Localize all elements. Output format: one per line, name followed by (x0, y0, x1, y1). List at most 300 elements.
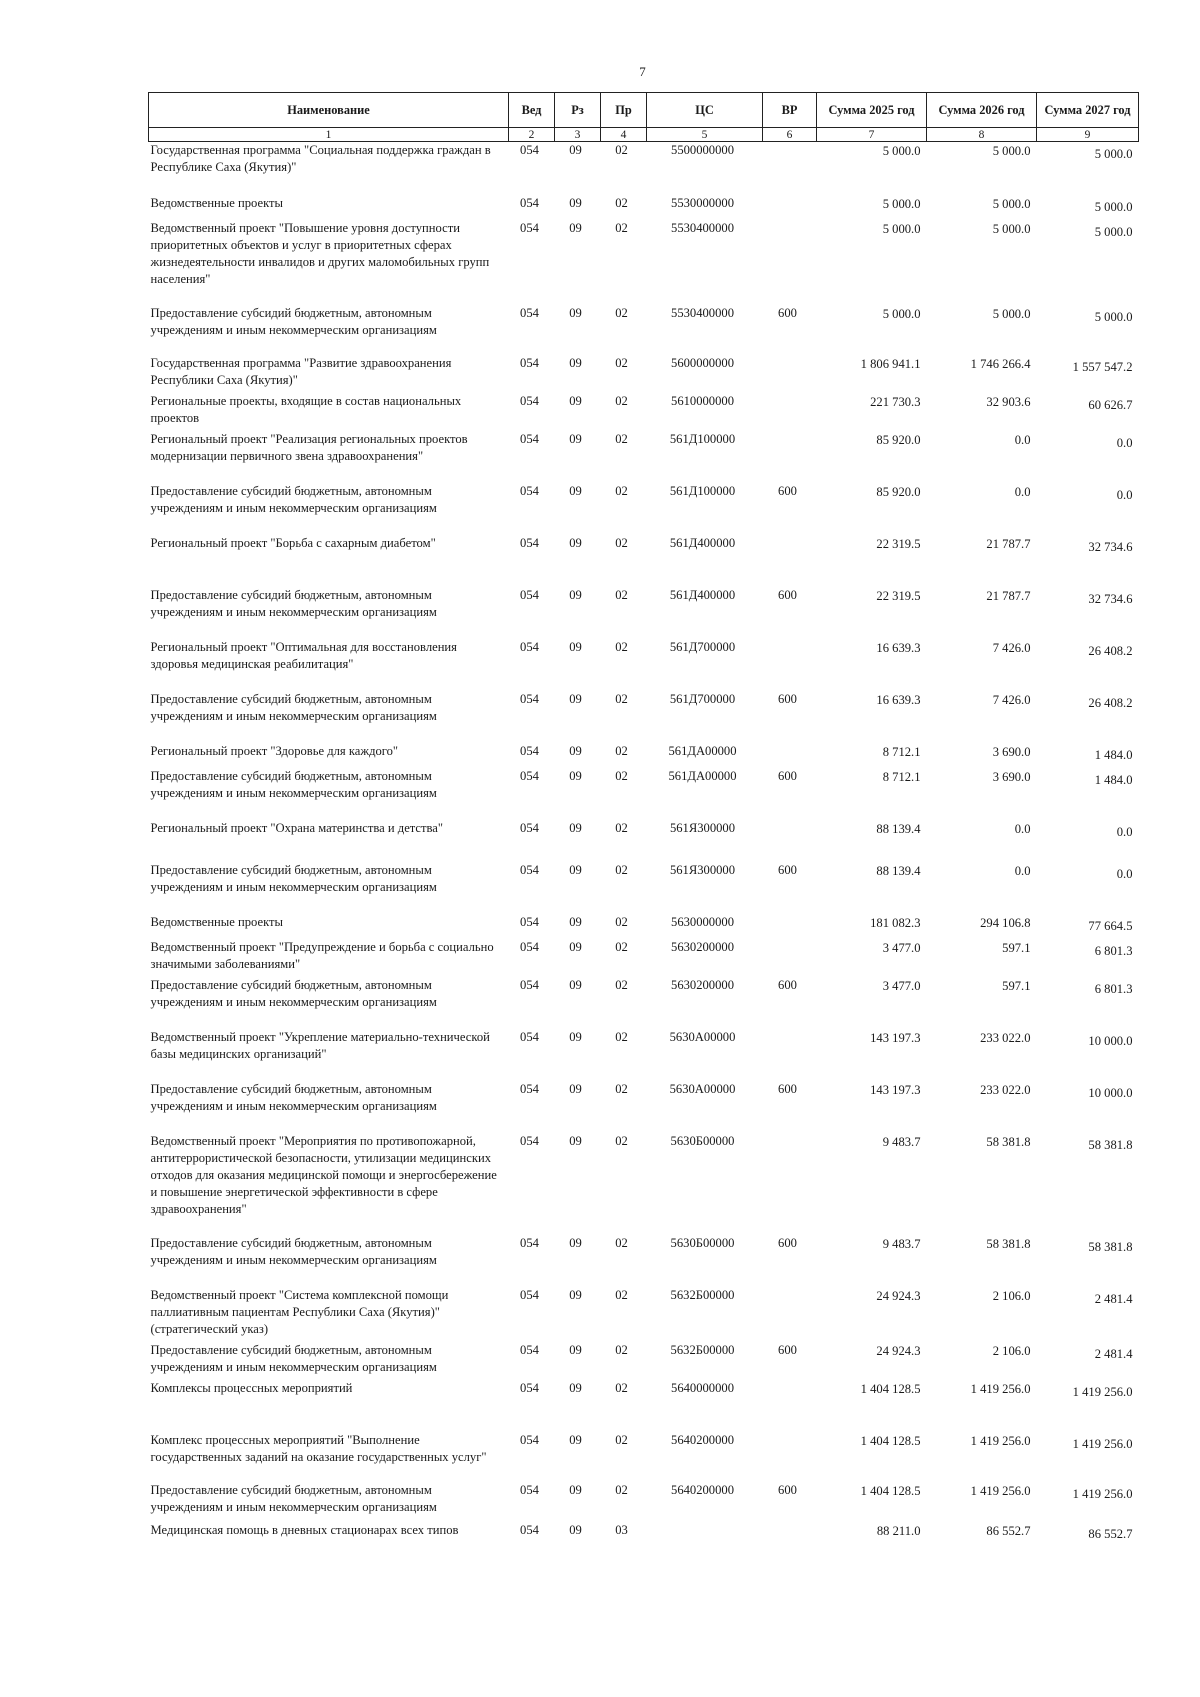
row-sum-2027: 2 481.4 (1094, 1346, 1133, 1361)
row-vr (763, 1432, 817, 1482)
row-sum-2027: 1 419 256.0 (1072, 1384, 1133, 1399)
row-sum-2026: 0.0 (1014, 484, 1031, 499)
row-pr: 02 (615, 939, 628, 954)
row-sum-2027: 1 484.0 (1094, 772, 1133, 787)
row-sum-2026: 0.0 (1014, 863, 1031, 878)
row-rz: 09 (569, 820, 582, 835)
row-pr: 02 (615, 977, 628, 992)
column-number: 3 (555, 128, 601, 142)
header-sum-2027: Сумма 2027 год (1037, 93, 1139, 128)
row-sum-2025: 22 319.5 (876, 536, 921, 551)
row-name: Предоставление субсидий бюджетным, автономным учреждениям и иным некоммерческим организациям (150, 305, 437, 337)
row-pr: 02 (615, 1235, 628, 1250)
row-rz: 09 (569, 431, 582, 446)
row-sum-2025: 9 483.7 (882, 1134, 921, 1149)
column-number: 1 (149, 128, 509, 142)
row-cs: 5630200000 (671, 939, 734, 954)
row-cs: 5500000000 (671, 143, 734, 157)
row-rz: 09 (569, 143, 582, 157)
row-rz: 09 (569, 1287, 582, 1302)
row-sum-2026: 5 000.0 (992, 221, 1031, 236)
row-rz: 09 (569, 1380, 582, 1395)
row-ved: 054 (520, 355, 539, 370)
row-ved: 054 (520, 1432, 539, 1447)
row-sum-2026: 1 419 256.0 (970, 1483, 1031, 1498)
row-cs: 5630Б00000 (670, 1133, 735, 1148)
row-pr: 02 (615, 743, 628, 758)
row-ved: 054 (520, 691, 539, 706)
row-sum-2027: 32 734.6 (1088, 591, 1133, 606)
row-sum-2026: 0.0 (1014, 432, 1031, 447)
header-sum-2025: Сумма 2025 год (817, 93, 927, 128)
row-vr: 600 (778, 862, 797, 877)
row-cs: 561Я300000 (669, 862, 736, 877)
table-row (149, 1380, 1139, 1432)
row-cs: 5632Б00000 (670, 1342, 735, 1357)
row-sum-2026: 58 381.8 (986, 1236, 1031, 1251)
row-cs: 561ДА00000 (668, 768, 737, 783)
row-cs: 5530400000 (671, 305, 734, 320)
header-ved: Вед (509, 93, 555, 128)
row-cs: 561Д400000 (669, 587, 736, 602)
table-row (149, 1235, 1139, 1287)
row-pr: 02 (615, 1380, 628, 1395)
column-number: 5 (647, 128, 763, 142)
row-cs: 5610000000 (671, 393, 734, 408)
row-sum-2025: 181 082.3 (870, 915, 921, 930)
row-sum-2025: 24 924.3 (876, 1343, 921, 1358)
table-row (149, 587, 1139, 639)
row-sum-2025: 3 477.0 (882, 978, 921, 993)
row-vr (763, 639, 817, 691)
table-row (149, 768, 1139, 820)
row-sum-2027: 10 000.0 (1088, 1085, 1133, 1100)
row-name: Предоставление субсидий бюджетным, автономным учреждениям и иным некоммерческим организациям (150, 691, 437, 723)
row-ved: 054 (520, 143, 539, 157)
row-cs: 561Я300000 (669, 820, 736, 835)
table-row (149, 1029, 1139, 1081)
row-pr: 02 (615, 1287, 628, 1302)
row-ved: 054 (520, 1029, 539, 1044)
row-sum-2026: 233 022.0 (980, 1082, 1031, 1097)
table-row (149, 431, 1139, 483)
row-sum-2026: 21 787.7 (986, 588, 1031, 603)
column-number: 7 (817, 128, 927, 142)
table-row (149, 1482, 1139, 1522)
row-rz: 09 (569, 1342, 582, 1357)
row-pr: 02 (615, 431, 628, 446)
table-row (149, 535, 1139, 587)
row-sum-2027: 58 381.8 (1088, 1239, 1133, 1254)
table-row (149, 1081, 1139, 1133)
row-sum-2027: 5 000.0 (1094, 224, 1133, 239)
table-row (149, 1432, 1139, 1482)
table-row (149, 1287, 1139, 1342)
row-sum-2025: 5 000.0 (882, 221, 921, 236)
row-pr: 03 (615, 1522, 628, 1537)
row-name: Предоставление субсидий бюджетным, автономным учреждениям и иным некоммерческим организациям (150, 587, 437, 619)
row-name: Региональный проект "Здоровье для каждого" (150, 743, 399, 758)
row-sum-2026: 2 106.0 (992, 1343, 1031, 1358)
row-rz: 09 (569, 1522, 582, 1537)
row-name: Предоставление субсидий бюджетным, автономным учреждениям и иным некоммерческим организациям (150, 483, 437, 515)
row-sum-2025: 1 404 128.5 (860, 1433, 921, 1448)
header-vr: ВР (763, 93, 817, 128)
row-vr (763, 195, 817, 220)
row-cs: 5630А00000 (669, 1081, 736, 1096)
row-sum-2026: 233 022.0 (980, 1030, 1031, 1045)
row-vr (763, 1522, 817, 1547)
row-cs: 5630А00000 (669, 1029, 736, 1044)
row-sum-2027: 32 734.6 (1088, 539, 1133, 554)
row-rz: 09 (569, 639, 582, 654)
row-name: Предоставление субсидий бюджетным, автономным учреждениям и иным некоммерческим организациям (150, 1342, 437, 1374)
row-cs: 5600000000 (671, 355, 734, 370)
table-row (149, 743, 1139, 768)
row-sum-2027: 0.0 (1116, 866, 1133, 881)
row-sum-2026: 597.1 (1002, 940, 1031, 955)
row-pr: 02 (615, 220, 628, 235)
row-pr: 02 (615, 1342, 628, 1357)
row-sum-2025: 88 139.4 (876, 863, 921, 878)
table-row (149, 862, 1139, 914)
row-pr: 02 (615, 1081, 628, 1096)
header-sum-2026: Сумма 2026 год (927, 93, 1037, 128)
column-number-row (149, 128, 1139, 142)
row-sum-2027: 58 381.8 (1088, 1137, 1133, 1152)
row-pr: 02 (615, 587, 628, 602)
row-sum-2026: 5 000.0 (992, 306, 1031, 321)
row-ved: 054 (520, 1342, 539, 1357)
table-row (149, 142, 1139, 195)
row-sum-2026: 0.0 (1014, 821, 1031, 836)
row-sum-2025: 8 712.1 (882, 769, 921, 784)
row-pr: 02 (615, 1133, 628, 1148)
row-name: Комплекс процессных мероприятий "Выполнение государственных заданий на оказание государственных услуг" (150, 1432, 487, 1464)
table-row (149, 195, 1139, 220)
row-ved: 054 (520, 1380, 539, 1395)
row-pr: 02 (615, 195, 628, 210)
row-vr (763, 1029, 817, 1081)
table-row (149, 393, 1139, 431)
row-rz: 09 (569, 1235, 582, 1250)
row-cs: 5530400000 (671, 220, 734, 235)
row-name: Предоставление субсидий бюджетным, автономным учреждениям и иным некоммерческим организациям (150, 1482, 437, 1514)
row-rz: 09 (569, 535, 582, 550)
row-sum-2027: 1 484.0 (1094, 747, 1133, 762)
row-ved: 054 (520, 977, 539, 992)
row-sum-2025: 85 920.0 (876, 432, 921, 447)
row-vr: 600 (778, 587, 797, 602)
row-ved: 054 (520, 743, 539, 758)
row-ved: 054 (520, 1133, 539, 1148)
row-sum-2027: 10 000.0 (1088, 1033, 1133, 1048)
row-sum-2025: 3 477.0 (882, 940, 921, 955)
page-number: 7 (639, 64, 646, 79)
row-vr: 600 (778, 691, 797, 706)
header-pr: Пр (601, 93, 647, 128)
row-vr: 600 (778, 1482, 797, 1497)
row-ved: 054 (520, 587, 539, 602)
row-ved: 054 (520, 1081, 539, 1096)
row-name: Ведомственный проект "Система комплексной помощи паллиативным пациентам Республики Саха (Якутия)" (стратегический указ) (150, 1287, 449, 1336)
row-cs: 5630000000 (671, 914, 734, 929)
row-rz: 09 (569, 862, 582, 877)
row-name: Ведомственный проект "Укрепление материально-технической базы медицинских организаций" (150, 1029, 490, 1061)
row-rz: 09 (569, 587, 582, 602)
row-sum-2025: 143 197.3 (870, 1082, 921, 1097)
table-row (149, 691, 1139, 743)
row-rz: 09 (569, 1133, 582, 1148)
row-vr (763, 355, 817, 393)
header-name: Наименование (149, 93, 509, 128)
row-pr: 02 (615, 639, 628, 654)
row-vr: 600 (778, 768, 797, 783)
row-ved: 054 (520, 483, 539, 498)
row-name: Предоставление субсидий бюджетным, автономным учреждениям и иным некоммерческим организациям (150, 768, 437, 800)
row-vr (763, 939, 817, 977)
row-sum-2025: 221 730.3 (870, 394, 921, 409)
row-vr (763, 743, 817, 768)
row-sum-2025: 1 806 941.1 (860, 356, 921, 371)
row-sum-2027: 5 000.0 (1094, 199, 1133, 214)
row-sum-2026: 3 690.0 (992, 744, 1031, 759)
row-rz: 09 (569, 743, 582, 758)
row-name: Ведомственный проект "Повышение уровня доступности приоритетных объектов и услуг в приоритетных сферах жизнедеятельности инвалидов и других маломобильных групп населения" (150, 220, 490, 286)
row-name: Предоставление субсидий бюджетным, автономным учреждениям и иным некоммерческим организациям (150, 862, 437, 894)
row-sum-2027: 0.0 (1116, 435, 1133, 450)
row-name: Региональный проект "Охрана материнства и детства" (150, 820, 444, 835)
row-sum-2027: 1 419 256.0 (1072, 1486, 1133, 1501)
row-vr: 600 (778, 1081, 797, 1096)
row-ved: 054 (520, 393, 539, 408)
row-pr: 02 (615, 1029, 628, 1044)
row-pr: 02 (615, 1482, 628, 1497)
row-name: Государственная программа "Социальная поддержка граждан в Республике Саха (Якутия)" (150, 143, 491, 174)
row-vr (763, 142, 817, 195)
row-rz: 09 (569, 914, 582, 929)
row-name: Ведомственный проект "Мероприятия по противопожарной, антитеррористической безопасности, утилизации медицинских отходов для оказания медицинской помощи и энергосбережение и повышение энергетической эффективности в сфере здравоохранения" (150, 1133, 497, 1216)
row-sum-2025: 1 404 128.5 (860, 1381, 921, 1396)
row-pr: 02 (615, 535, 628, 550)
row-pr: 02 (615, 393, 628, 408)
row-sum-2025: 1 404 128.5 (860, 1483, 921, 1498)
row-sum-2025: 5 000.0 (882, 144, 921, 158)
row-sum-2025: 143 197.3 (870, 1030, 921, 1045)
row-sum-2026: 58 381.8 (986, 1134, 1031, 1149)
row-name: Предоставление субсидий бюджетным, автономным учреждениям и иным некоммерческим организациям (150, 977, 437, 1009)
row-sum-2027: 1 557 547.2 (1072, 359, 1133, 374)
row-ved: 054 (520, 1482, 539, 1497)
row-cs: 5640000000 (671, 1380, 734, 1395)
row-rz: 09 (569, 483, 582, 498)
row-sum-2027: 6 801.3 (1094, 981, 1133, 996)
row-sum-2027: 0.0 (1116, 487, 1133, 502)
row-rz: 09 (569, 355, 582, 370)
row-sum-2026: 597.1 (1002, 978, 1031, 993)
row-sum-2026: 5 000.0 (992, 144, 1031, 158)
row-sum-2026: 1 746 266.4 (970, 356, 1031, 371)
row-ved: 054 (520, 914, 539, 929)
row-sum-2026: 5 000.0 (992, 196, 1031, 211)
budget-table (148, 92, 1139, 1547)
row-ved: 054 (520, 1235, 539, 1250)
row-ved: 054 (520, 305, 539, 320)
table-row (149, 1522, 1139, 1547)
row-name: Ведомственные проекты (150, 914, 283, 929)
row-ved: 054 (520, 431, 539, 446)
table-row (149, 939, 1139, 977)
row-vr: 600 (778, 1342, 797, 1357)
row-name: Предоставление субсидий бюджетным, автономным учреждениям и иным некоммерческим организациям (150, 1081, 437, 1113)
table-row (149, 305, 1139, 355)
row-pr: 02 (615, 768, 628, 783)
row-sum-2027: 0.0 (1116, 824, 1133, 839)
table-row (149, 220, 1139, 305)
row-pr: 02 (615, 862, 628, 877)
row-sum-2027: 2 481.4 (1094, 1291, 1133, 1306)
row-sum-2025: 22 319.5 (876, 588, 921, 603)
column-number: 6 (763, 128, 817, 142)
row-cs: 5632Б00000 (670, 1287, 735, 1302)
row-sum-2025: 16 639.3 (876, 692, 921, 707)
row-rz: 09 (569, 220, 582, 235)
row-sum-2026: 1 419 256.0 (970, 1433, 1031, 1448)
row-vr (763, 1133, 817, 1235)
row-sum-2027: 26 408.2 (1088, 643, 1133, 658)
row-vr: 600 (778, 483, 797, 498)
row-cs: 5530000000 (671, 195, 734, 210)
row-name: Региональный проект "Оптимальная для восстановления здоровья медицинская реабилитация" (150, 639, 457, 671)
row-cs: 561Д100000 (669, 483, 736, 498)
row-rz: 09 (569, 1081, 582, 1096)
row-pr: 02 (615, 820, 628, 835)
row-ved: 054 (520, 1287, 539, 1302)
row-pr: 02 (615, 691, 628, 706)
row-sum-2026: 2 106.0 (992, 1288, 1031, 1303)
row-sum-2027: 1 419 256.0 (1072, 1436, 1133, 1451)
table-row (149, 355, 1139, 393)
row-vr (763, 914, 817, 939)
row-name: Ведомственный проект "Предупреждение и борьба с социально значимыми заболеваниями" (150, 939, 494, 971)
row-vr (763, 535, 817, 587)
row-name: Региональные проекты, входящие в состав национальных проектов (150, 393, 462, 425)
row-pr: 02 (615, 355, 628, 370)
row-vr (763, 1287, 817, 1342)
row-sum-2027: 77 664.5 (1088, 918, 1133, 933)
row-cs: 561Д700000 (669, 639, 736, 654)
row-ved: 054 (520, 220, 539, 235)
row-sum-2025: 88 211.0 (876, 1523, 921, 1538)
row-vr (763, 1380, 817, 1432)
row-pr: 02 (615, 914, 628, 929)
row-vr (763, 431, 817, 483)
row-name: Государственная программа "Развитие здравоохранения Республики Саха (Якутия)" (150, 355, 452, 387)
row-sum-2025: 88 139.4 (876, 821, 921, 836)
row-rz: 09 (569, 939, 582, 954)
header-rz: Рз (555, 93, 601, 128)
table-row (149, 914, 1139, 939)
table-row (149, 483, 1139, 535)
row-vr: 600 (778, 305, 797, 320)
row-cs: 561ДА00000 (668, 743, 737, 758)
row-sum-2026: 3 690.0 (992, 769, 1031, 784)
row-rz: 09 (569, 1482, 582, 1497)
row-ved: 054 (520, 820, 539, 835)
table-row (149, 1133, 1139, 1235)
row-ved: 054 (520, 535, 539, 550)
row-cs: 561Д400000 (669, 535, 736, 550)
row-vr: 600 (778, 1235, 797, 1250)
row-vr (763, 820, 817, 862)
row-sum-2025: 24 924.3 (876, 1288, 921, 1303)
row-ved: 054 (520, 1522, 539, 1537)
row-sum-2026: 7 426.0 (992, 692, 1031, 707)
row-name: Ведомственные проекты (150, 195, 283, 210)
row-sum-2027: 26 408.2 (1088, 695, 1133, 710)
row-sum-2025: 16 639.3 (876, 640, 921, 655)
row-ved: 054 (520, 639, 539, 654)
row-sum-2026: 7 426.0 (992, 640, 1031, 655)
row-sum-2027: 86 552.7 (1088, 1526, 1133, 1541)
row-name: Комплексы процессных мероприятий (150, 1380, 353, 1395)
row-sum-2026: 294 106.8 (980, 915, 1031, 930)
table-body (149, 142, 1139, 1547)
row-cs: 5640200000 (671, 1432, 734, 1447)
row-sum-2026: 86 552.7 (986, 1523, 1031, 1538)
table-row (149, 1342, 1139, 1380)
column-number: 2 (509, 128, 555, 142)
table-row (149, 639, 1139, 691)
row-cs: 561Д700000 (669, 691, 736, 706)
row-cs: 5640200000 (671, 1482, 734, 1497)
row-sum-2027: 60 626.7 (1088, 397, 1133, 412)
header-cs: ЦС (647, 93, 763, 128)
row-name: Региональный проект "Реализация региональных проектов модернизации первичного звена здравоохранения" (150, 431, 468, 463)
row-sum-2026: 21 787.7 (986, 536, 1031, 551)
row-rz: 09 (569, 1029, 582, 1044)
row-cs: 5630Б00000 (670, 1235, 735, 1250)
row-sum-2027: 5 000.0 (1094, 309, 1133, 324)
row-vr: 600 (778, 977, 797, 992)
row-sum-2025: 5 000.0 (882, 196, 921, 211)
row-sum-2027: 6 801.3 (1094, 943, 1133, 958)
column-number: 4 (601, 128, 647, 142)
row-rz: 09 (569, 305, 582, 320)
row-ved: 054 (520, 862, 539, 877)
row-name: Медицинская помощь в дневных стационарах всех типов (150, 1522, 459, 1537)
row-name: Предоставление субсидий бюджетным, автономным учреждениям и иным некоммерческим организациям (150, 1235, 437, 1267)
row-vr (763, 220, 817, 305)
row-pr: 02 (615, 143, 628, 157)
row-ved: 054 (520, 195, 539, 210)
column-number: 8 (927, 128, 1037, 142)
row-rz: 09 (569, 977, 582, 992)
row-sum-2025: 85 920.0 (876, 484, 921, 499)
column-number: 9 (1037, 128, 1139, 142)
row-sum-2027: 5 000.0 (1094, 147, 1133, 161)
row-ved: 054 (520, 768, 539, 783)
row-sum-2025: 8 712.1 (882, 744, 921, 759)
row-pr: 02 (615, 483, 628, 498)
row-cs: 561Д100000 (669, 431, 736, 446)
row-rz: 09 (569, 195, 582, 210)
row-cs: 5630200000 (671, 977, 734, 992)
table-row (149, 820, 1139, 862)
row-name: Региональный проект "Борьба с сахарным диабетом" (150, 535, 436, 550)
row-rz: 09 (569, 393, 582, 408)
row-rz: 09 (569, 768, 582, 783)
